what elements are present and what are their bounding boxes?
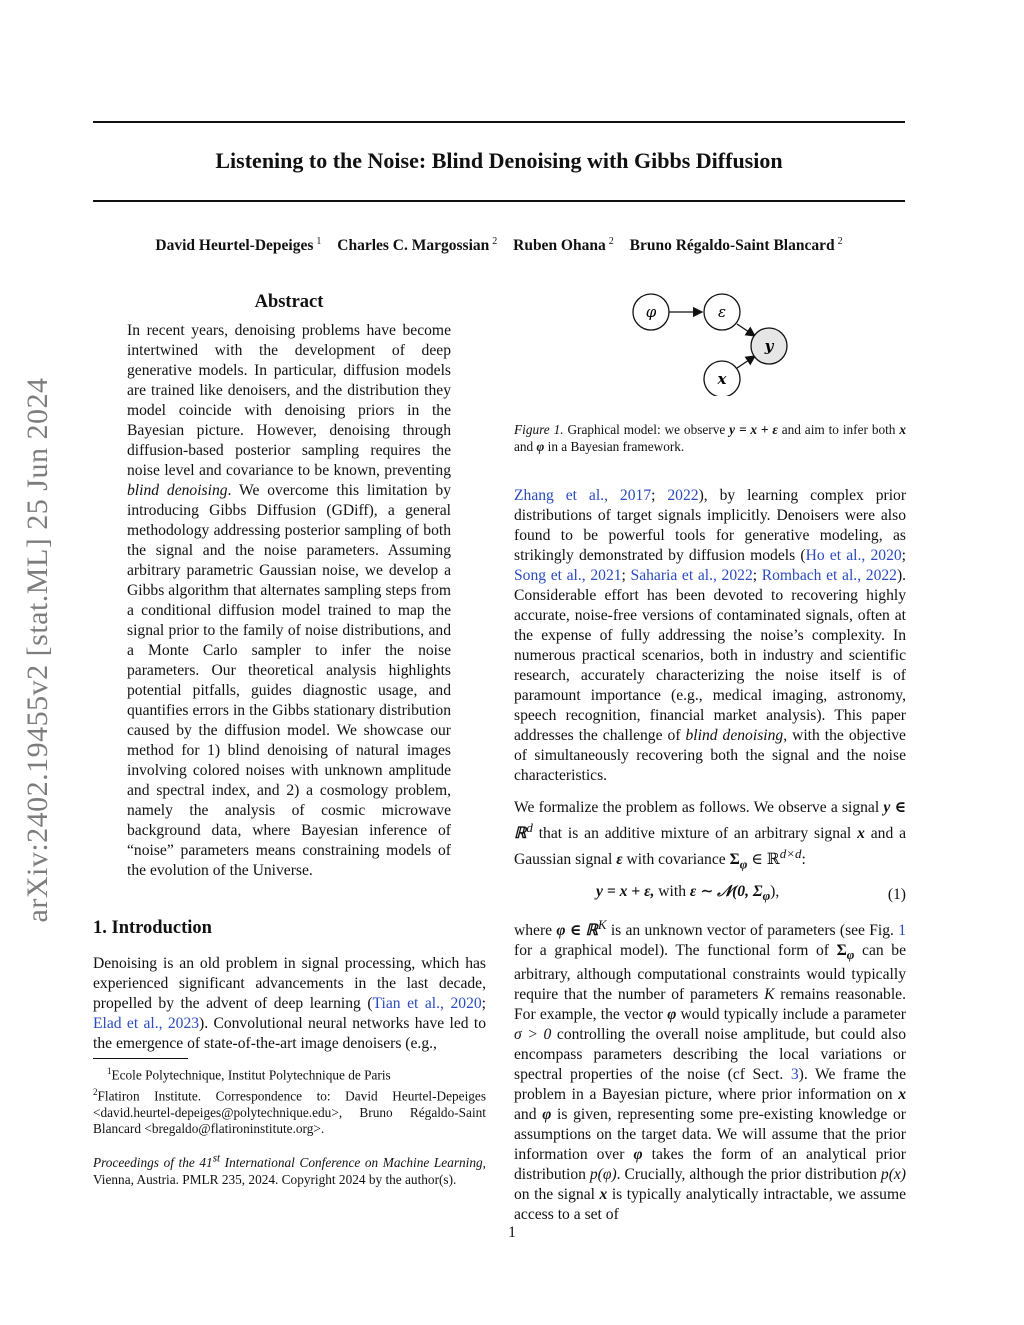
author-affiliation: 2 [608, 236, 614, 247]
paragraph: We formalize the problem as follows. We observe a signal y ∈ ℝ$^d$ that is an additive mixture of an arbitrary signal x and a Gaussian signal ε with covariance $\Sigma_\varphi$ ∈ ℝ$^{d\times d}$: [514, 799, 906, 872]
top-rule [93, 121, 905, 123]
footnote-affiliation-2: $^2$Flatiron Institute. Correspondence to: David Heurtel-Depeiges <david.heurtel-depeiges@polytechnique.edu>, Bruno Régaldo-Saint Blancard <bregaldo@flatironinstitute.org>. [93, 1086, 486, 1137]
citation-link[interactable]: Rombach et al., 2022 [761, 567, 897, 584]
author [337, 237, 497, 254]
author [155, 237, 321, 254]
figure-caption: Figure 1. Graphical model: we observe y = x + ε and aim to infer both x and φ in a Bayesian framework. [514, 422, 906, 454]
edge-eps-y [737, 324, 755, 336]
introduction-body [93, 954, 486, 1054]
section-heading-introduction: 1. Introduction [93, 918, 212, 938]
author-list [93, 236, 905, 255]
author-name: David Heurtel-Depeiges [155, 237, 314, 255]
intro-text: ; [481, 995, 486, 1012]
title-bottom-rule [93, 200, 905, 202]
node-label-phi: φ [645, 303, 657, 321]
intro-text: ). Convolutional neural networks have led to the emergence of state-of-the-art image denoisers (e.g., [93, 1015, 486, 1052]
section-reference-link[interactable]: 3 [790, 1065, 799, 1083]
paragraph: where φ ∈ ℝ$^K$ is an unknown vector of parameters (see Fig. 1 for a graphical model). The functional form of $\Sigma_\varphi$ can be arbitrary, although computational constraints would typically require that the number of parameters K remains reasonable. For example, the vector φ would typically include a parameter σ > 0 controlling the overall noise amplitude, but could also encompass parameters describing the local variations or spectral properties of the noise (cf Sect. 3). We frame the problem in a Bayesian picture, where prior information on x and φ is given, representing some pre-existing knowledge or assumptions on the target data. We will assume that the prior information over φ takes the form of an analytical prior distribution p(φ). Crucially, although the prior distribution p(x) on the signal x is typically analytically intractable, we assume access to a set of [514, 916, 906, 1223]
paragraph: Zhang et al., 2017; 2022), by learning complex prior distributions of target signals implicitly. Denoisers were also found to be powerful tools for generative modeling, as strikingly demonstrated by diffusion models (Ho et al., 2020; Song et al., 2021; Saharia et al., 2022; Rombach et al., 2022). Considerable effort has been devoted to recovering highly accurate, noise-free versions of contaminated signals, often at the expense of fully addressing the noise’s complexity. In numerous practical scenarios, both in industry and scientific research, accurately characterizing the noise itself is of paramount importance (e.g., medical imaging, astronomy, speech recognition, financial market analysis). This paper addresses the challenge of blind denoising, with the objective of simultaneously recovering both the signal and the noise characteristics. [514, 487, 907, 784]
citation-link[interactable]: Elad et al., 2023 [93, 1015, 200, 1032]
author [630, 237, 843, 254]
equation-number: (1) [887, 885, 906, 903]
node-label-epsilon: ε [717, 303, 727, 321]
edge-x-y [737, 356, 755, 368]
abstract-body [127, 321, 451, 881]
intro-text: Denoising is an old problem in signal processing, which has experienced significant advancements in the last decade, propelled by the advent of deep learning ( [93, 955, 486, 1012]
author [513, 237, 614, 254]
footnote-affiliation-1: $^1$Ecole Polytechnique, Institut Polytechnique de Paris [107, 1066, 391, 1083]
author-affiliation: 1 [316, 236, 322, 247]
abstract-text: In recent years, denoising problems have become intertwined with the development of deep generative models. In particular, diffusion models are trained like denoisers, and the distribution they model coincide with denoising priors in the Bayesian picture. However, denoising through diffusion-based posterior sampling requires the noise level and covariance to be known, preventing [127, 322, 451, 479]
abstract-emphasis: blind denoising [127, 482, 228, 499]
equation-body: y = x + ε, with ε ∼ 𝒩(0, $\Sigma_\varphi$), [596, 883, 780, 904]
citation-link[interactable]: Ho et al., 2020 [805, 547, 902, 564]
equation-1 [514, 882, 906, 906]
right-column-body [514, 486, 906, 1225]
citation-link[interactable]: Saharia et al., 2022 [630, 567, 753, 584]
citation-link[interactable]: Tian et al., 2020 [372, 995, 482, 1012]
footnote-rule [93, 1058, 188, 1059]
abstract-text: . We overcome this limitation by introducing Gibbs Diffusion (GDiff), a general methodology addressing posterior sampling of both the signal and the noise parameters. Assuming arbitrary parametric Gaussian noise, we develop a Gibbs algorithm that alternates sampling steps from a conditional diffusion model trained to map the signal prior to the family of noise distributions, and a Monte Carlo sampler to infer the noise parameters. Our theoretical analysis highlights potential pitfalls, guides diagnostic usage, and quantifies errors in the Gibbs stationary distribution caused by the diffusion model. We showcase our method for 1) blind denoising of natural images involving colored noises with unknown amplitude and spectral index, and 2) a cosmology problem, namely the analysis of cosmic microwave background data, where Bayesian inference of “noise” parameters means constraining models of the evolution of the Universe. [127, 482, 451, 879]
arxiv-stamp: arXiv:2402.19455v2 [stat.ML] 25 Jun 2024 [21, 377, 54, 923]
author-name: Charles C. Margossian [337, 237, 490, 255]
author-affiliation: 2 [492, 236, 498, 247]
figure-reference-link[interactable]: 1 [898, 921, 906, 939]
author-affiliation: 2 [837, 236, 843, 247]
paper-title: Listening to the Noise: Blind Denoising with Gibbs Diffusion [215, 148, 783, 173]
abstract-heading: Abstract [254, 292, 324, 312]
author-name: Bruno Régaldo-Saint Blancard [629, 237, 835, 255]
graphical-model-figure [614, 286, 794, 396]
citation-link[interactable]: 2022 [667, 487, 699, 504]
node-label-y: y [764, 337, 774, 355]
citation-link[interactable]: Song et al., 2021 [514, 567, 622, 584]
citation-link[interactable]: Zhang et al., 2017 [514, 487, 652, 504]
proceedings-note: Proceedings of the 41st International Conference on Machine Learning, Vienna, Austria. PMLR 235, 2024. Copyright 2024 by the author(s). [93, 1153, 486, 1187]
page-number: 1 [508, 1224, 516, 1241]
author-name: Ruben Ohana [513, 237, 606, 255]
footnotes [93, 1063, 486, 1138]
node-label-x: x [717, 370, 727, 388]
